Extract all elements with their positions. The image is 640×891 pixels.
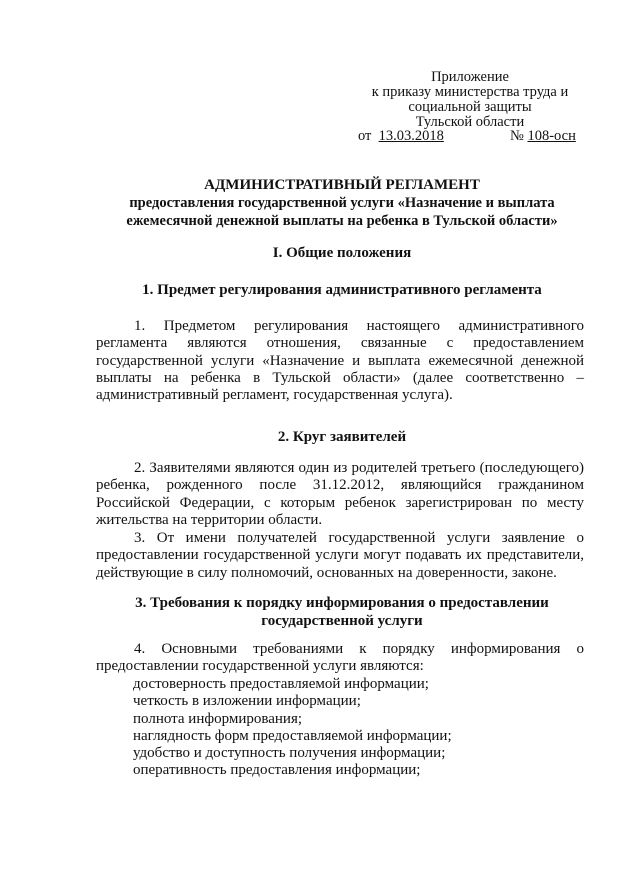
approval-line-4: Тульской области bbox=[415, 114, 525, 130]
paragraph-1-line: выплаты на ребенка в Тульской области» (далее соответственно – bbox=[96, 369, 584, 386]
list-item: полнота информирования; bbox=[133, 710, 303, 727]
list-item: оперативность предоставления информации; bbox=[133, 762, 421, 779]
paragraph-1-line: регламента являются отношения, связанные с предоставлением bbox=[96, 335, 584, 352]
subsection-3-heading-line-2: государственной услуги bbox=[261, 613, 423, 629]
requirements-list bbox=[133, 676, 593, 780]
paragraph-4 bbox=[96, 641, 584, 676]
paragraph-1-line: государственной услуги «Назначение и выплата ежемесячной денежной bbox=[96, 352, 584, 369]
subsection-2-heading: 2. Круг заявителей bbox=[277, 429, 407, 445]
subsection-3-heading bbox=[92, 594, 592, 630]
list-item: достоверность предоставляемой информации; bbox=[133, 676, 429, 692]
paragraph-1-line: 1. Предметом регулирования настоящего административного bbox=[134, 318, 584, 334]
order-number-block bbox=[510, 128, 576, 145]
title-sub-2: ежемесячной денежной выплаты на ребенка в Тульской области» bbox=[126, 213, 558, 229]
subsection-1-heading: 1. Предмет регулирования административного регламента bbox=[142, 282, 542, 298]
paragraph-3-line: действующие в силу полномочий, основанных на доверенности, законе. bbox=[96, 564, 557, 581]
paragraph-3-line: 3. От имени получателей государственной услуги заявление о bbox=[134, 530, 584, 546]
paragraph-4-line: 4. Основными требованиями к порядку информирования о bbox=[134, 641, 584, 657]
order-from-prefix: от bbox=[358, 128, 372, 144]
order-date-number bbox=[358, 128, 598, 145]
paragraph-2-line: жительства на территории области. bbox=[96, 511, 323, 528]
order-date: 13.03.2018 bbox=[378, 128, 444, 144]
paragraph-2-line: ребенка, рожденного после 31.12.2012, являющийся гражданином bbox=[96, 477, 584, 494]
title-main: АДМИНИСТРАТИВНЫЙ РЕГЛАМЕНТ bbox=[204, 177, 480, 193]
list-item: четкость в изложении информации; bbox=[133, 693, 361, 710]
section-1-heading: I. Общие положения bbox=[272, 245, 412, 261]
document-title bbox=[92, 176, 592, 230]
approval-line-1: Приложение bbox=[431, 69, 509, 85]
paragraph-3 bbox=[96, 530, 584, 582]
list-item: удобство и доступность получения информации; bbox=[133, 745, 446, 762]
paragraph-2-line: 2. Заявителями являются один из родителей третьего (последующего) bbox=[134, 460, 584, 476]
paragraph-4-line: предоставлении государственной услуги являются: bbox=[96, 658, 424, 675]
paragraph-2 bbox=[96, 460, 584, 529]
subsection-3-heading-line-1: 3. Требования к порядку информирования о предоставлении bbox=[135, 595, 549, 611]
approval-stamp bbox=[340, 70, 600, 130]
approval-line-2: к приказу министерства труда и bbox=[371, 84, 569, 100]
paragraph-2-line: Российской Федерации, с которым ребенок зарегистрирован по месту bbox=[96, 494, 584, 511]
order-number: 108-осн bbox=[527, 128, 576, 144]
order-number-prefix: № bbox=[510, 128, 524, 144]
approval-line-3: социальной защиты bbox=[408, 99, 532, 115]
paragraph-1 bbox=[96, 318, 584, 404]
list-item: наглядность форм предоставляемой информации; bbox=[133, 727, 452, 744]
paragraph-3-line: предоставлении государственной услуги могут подавать их представители, bbox=[96, 547, 584, 564]
paragraph-1-line: административный регламент, государственная услуга). bbox=[96, 387, 453, 404]
title-sub-1: предоставления государственной услуги «Назначение и выплата bbox=[129, 195, 555, 211]
